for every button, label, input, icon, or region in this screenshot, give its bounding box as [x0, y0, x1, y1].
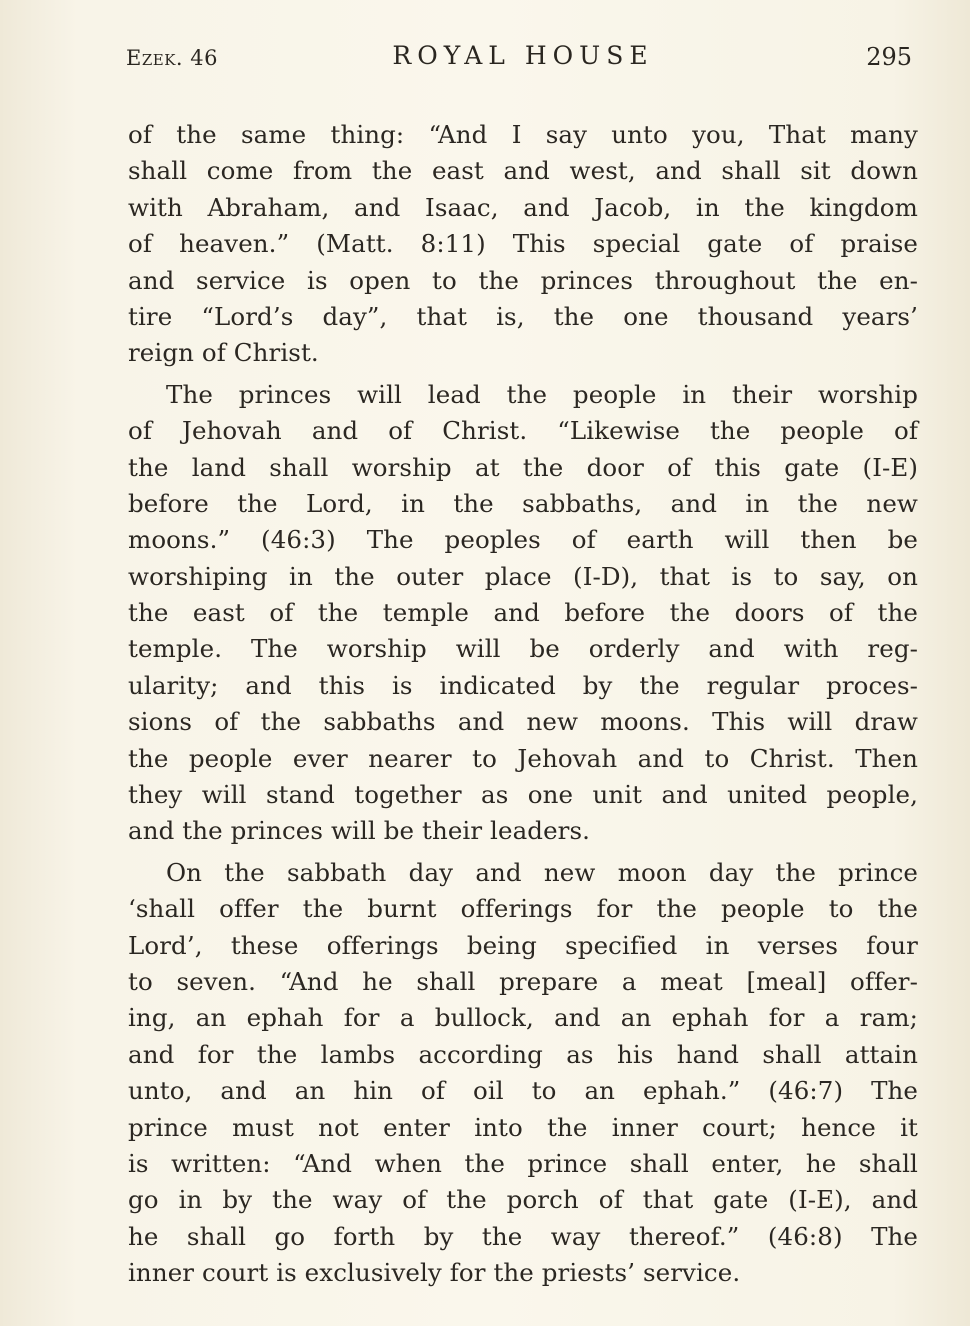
text-line: Lord’, these offerings being specified in verses four: [128, 930, 918, 960]
text-line: On the sabbath day and new moon day the prince: [166, 857, 918, 887]
paragraph-3: [128, 855, 918, 1292]
chapter-reference: Ezek. 46: [126, 46, 218, 70]
text-line: ing, an ephah for a bullock, and an ephah for a ram;: [128, 1003, 918, 1033]
text-line: ‘shall offer the burnt offerings for the people to the: [128, 894, 918, 924]
text-line: of the same thing: “And I say unto you, That many: [128, 120, 918, 149]
paragraph-2: [128, 377, 918, 850]
text-line: is written: “And when the prince shall enter, he shall: [128, 1148, 918, 1178]
text-line: the land shall worship at the door of this gate (I-E): [128, 452, 918, 482]
text-line: with Abraham, and Isaac, and Jacob, in the kingdom: [128, 192, 918, 222]
text-line: they will stand together as one unit and united people,: [128, 780, 918, 810]
text-line: reign of Christ.: [128, 338, 319, 368]
text-line: inner court is exclusively for the priests’ service.: [128, 1258, 741, 1288]
text-line: worshiping in the outer place (I-D), that is to say, on: [128, 561, 918, 591]
text-line: unto, and an hin of oil to an ephah.” (46:7) The: [128, 1076, 918, 1106]
text-line: before the Lord, in the sabbaths, and in the new: [128, 488, 918, 518]
text-line: to seven. “And he shall prepare a meat [meal] offer-: [128, 966, 918, 996]
text-line: and the princes will be their leaders.: [128, 816, 591, 846]
page-number: 295: [866, 43, 912, 71]
paragraph-1: [128, 117, 918, 372]
text-line: he shall go forth by the way thereof.” (46:8) The: [128, 1221, 918, 1251]
text-line: and service is open to the princes throughout the en-: [128, 265, 918, 295]
text-line: the people ever nearer to Jehovah and to Christ. Then: [128, 743, 918, 773]
running-title: ROYAL HOUSE: [392, 41, 654, 70]
text-line: of Jehovah and of Christ. “Likewise the people of: [128, 416, 918, 446]
text-line: and for the lambs according as his hand shall attain: [128, 1039, 918, 1069]
text-line: shall come from the east and west, and shall sit down: [128, 156, 918, 186]
body-text: [128, 117, 918, 1292]
text-line: The princes will lead the people in their worship: [166, 379, 918, 409]
text-line: of heaven.” (Matt. 8:11) This special gate of praise: [128, 229, 918, 259]
text-line: go in by the way of the porch of that gate (I-E), and: [128, 1185, 918, 1215]
running-header: [126, 38, 912, 78]
text-line: moons.” (46:3) The peoples of earth will then be: [128, 525, 918, 555]
text-line: the east of the temple and before the doors of the: [128, 598, 918, 628]
text-line: tire “Lord’s day”, that is, the one thousand years’: [128, 301, 918, 331]
text-line: temple. The worship will be orderly and with reg-: [128, 634, 918, 664]
text-line: prince must not enter into the inner court; hence it: [128, 1112, 918, 1142]
text-line: ularity; and this is indicated by the regular proces-: [128, 670, 918, 700]
text-line: sions of the sabbaths and new moons. This will draw: [128, 707, 918, 737]
